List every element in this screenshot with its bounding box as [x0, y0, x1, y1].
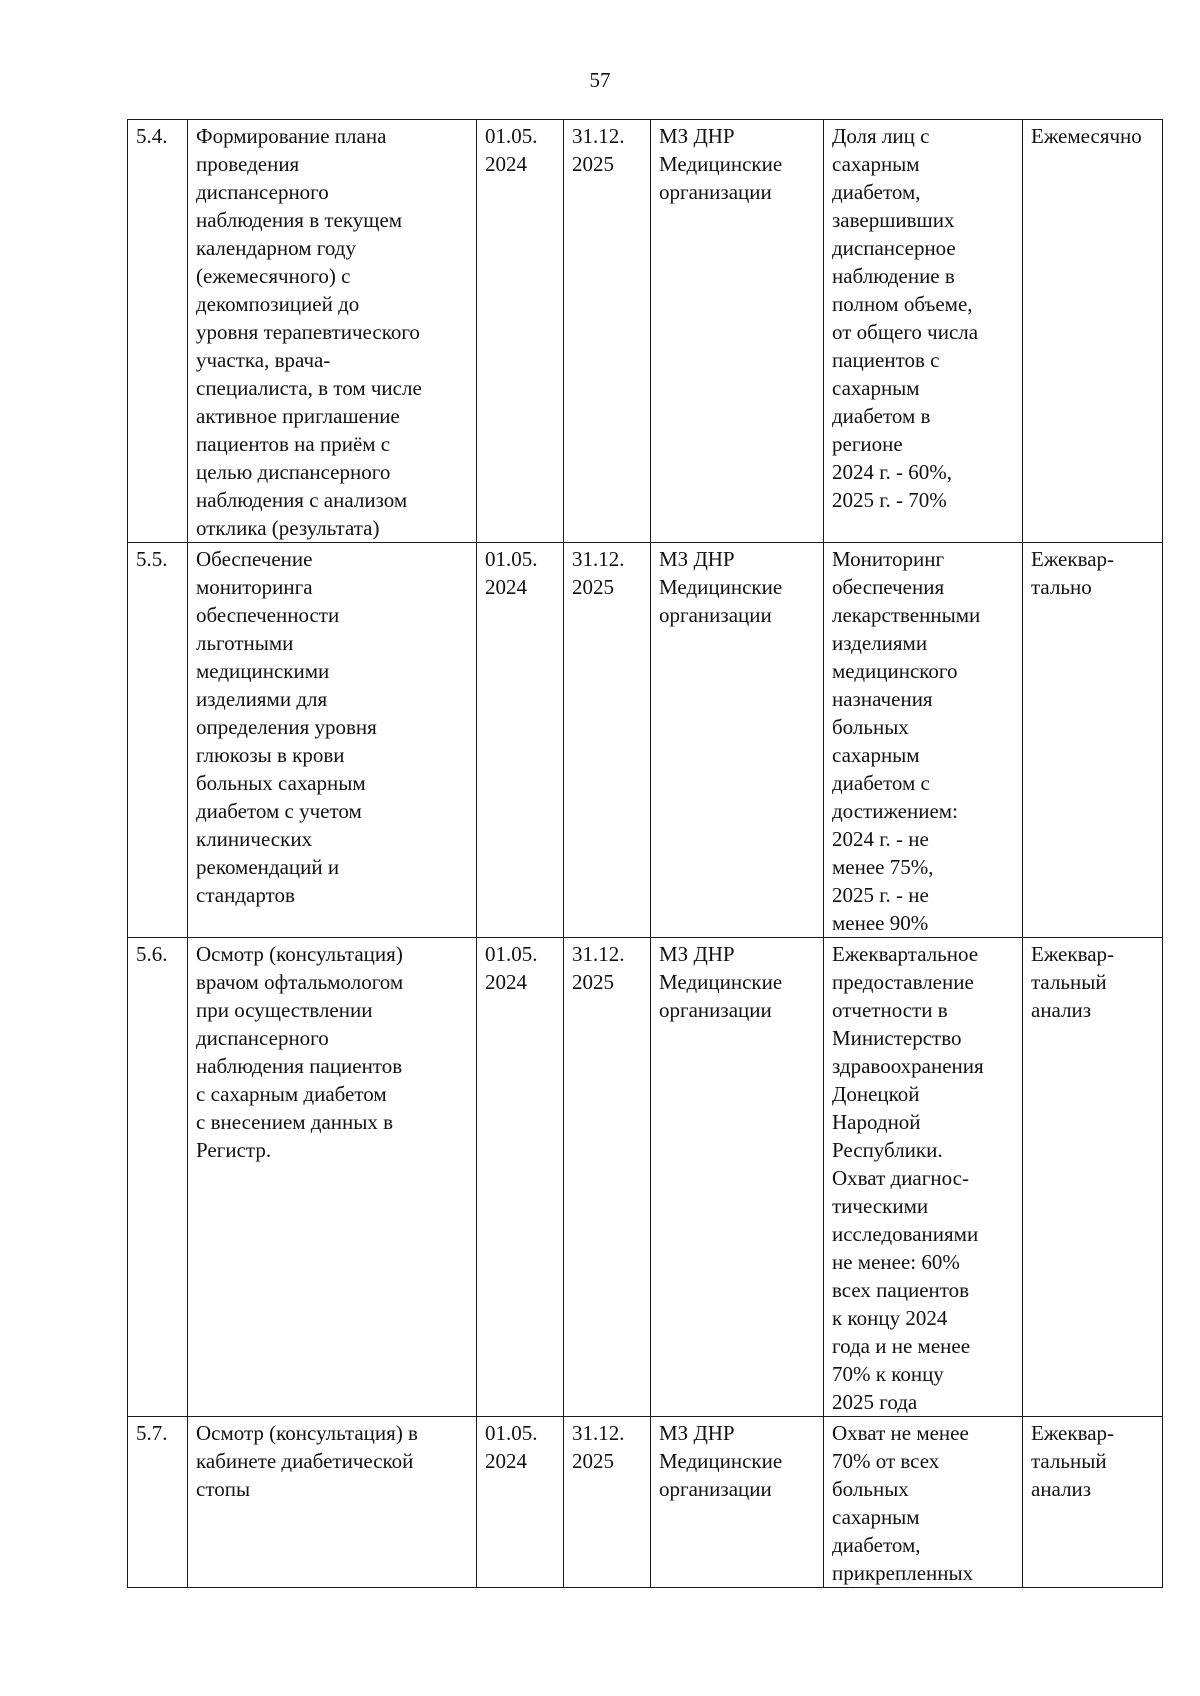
activity-cell: Формирование плана проведения диспансерного наблюдения в текущем календарном году (ежемесячного) с декомпозицией до уровня терапевтического участка, врача- специалиста, в том числе активное приглашение пациентов на приём с целью диспансерного наблюдения с анализом отклика (результата)	[188, 120, 477, 543]
frequency-cell: Ежеквар- тальный анализ	[1023, 1417, 1163, 1588]
end-date-cell: 31.12. 2025	[564, 938, 651, 1417]
item-number-cell: 5.6.	[128, 938, 188, 1417]
indicator-cell: Ежеквартальное предоставление отчетности в Министерство здравоохранения Донецкой Народной Республики. Охват диагнос- тическими исследованиями не менее: 60% всех пациентов к концу 2024 года и не менее 70% к концу 2025 года	[824, 938, 1023, 1417]
table-row	[128, 1417, 1163, 1588]
item-number-cell: 5.7.	[128, 1417, 188, 1588]
responsible-cell: МЗ ДНР Медицинские организации	[651, 120, 824, 543]
end-date-cell: 31.12. 2025	[564, 1417, 651, 1588]
item-number-cell: 5.5.	[128, 543, 188, 938]
end-date-cell: 31.12. 2025	[564, 120, 651, 543]
start-date-cell: 01.05. 2024	[477, 1417, 564, 1588]
item-number-cell: 5.4.	[128, 120, 188, 543]
responsible-cell: МЗ ДНР Медицинские организации	[651, 938, 824, 1417]
frequency-cell: Ежемесячно	[1023, 120, 1163, 543]
indicator-cell: Доля лиц с сахарным диабетом, завершивших диспансерное наблюдение в полном объеме, от общего числа пациентов с сахарным диабетом в регионе 2024 г. - 60%, 2025 г. - 70%	[824, 120, 1023, 543]
indicator-cell: Охват не менее 70% от всех больных сахарным диабетом, прикрепленных	[824, 1417, 1023, 1588]
frequency-cell: Ежеквар- тальный анализ	[1023, 938, 1163, 1417]
activity-cell: Осмотр (консультация) врачом офтальмологом при осуществлении диспансерного наблюдения пациентов с сахарным диабетом с внесением данных в Регистр.	[188, 938, 477, 1417]
measures-table	[127, 119, 1163, 1588]
start-date-cell: 01.05. 2024	[477, 938, 564, 1417]
start-date-cell: 01.05. 2024	[477, 543, 564, 938]
activity-cell: Обеспечение мониторинга обеспеченности льготными медицинскими изделиями для определения уровня глюкозы в крови больных сахарным диабетом с учетом клинических рекомендаций и стандартов	[188, 543, 477, 938]
table-row	[128, 938, 1163, 1417]
responsible-cell: МЗ ДНР Медицинские организации	[651, 543, 824, 938]
frequency-cell: Ежеквар- тально	[1023, 543, 1163, 938]
indicator-cell: Мониторинг обеспечения лекарственными изделиями медицинского назначения больных сахарным диабетом с достижением: 2024 г. - не менее 75%, 2025 г. - не менее 90%	[824, 543, 1023, 938]
end-date-cell: 31.12. 2025	[564, 543, 651, 938]
page-number: 57	[589, 68, 611, 92]
activity-cell: Осмотр (консультация) в кабинете диабетической стопы	[188, 1417, 477, 1588]
table-row	[128, 120, 1163, 543]
table-row	[128, 543, 1163, 938]
start-date-cell: 01.05. 2024	[477, 120, 564, 543]
responsible-cell: МЗ ДНР Медицинские организации	[651, 1417, 824, 1588]
